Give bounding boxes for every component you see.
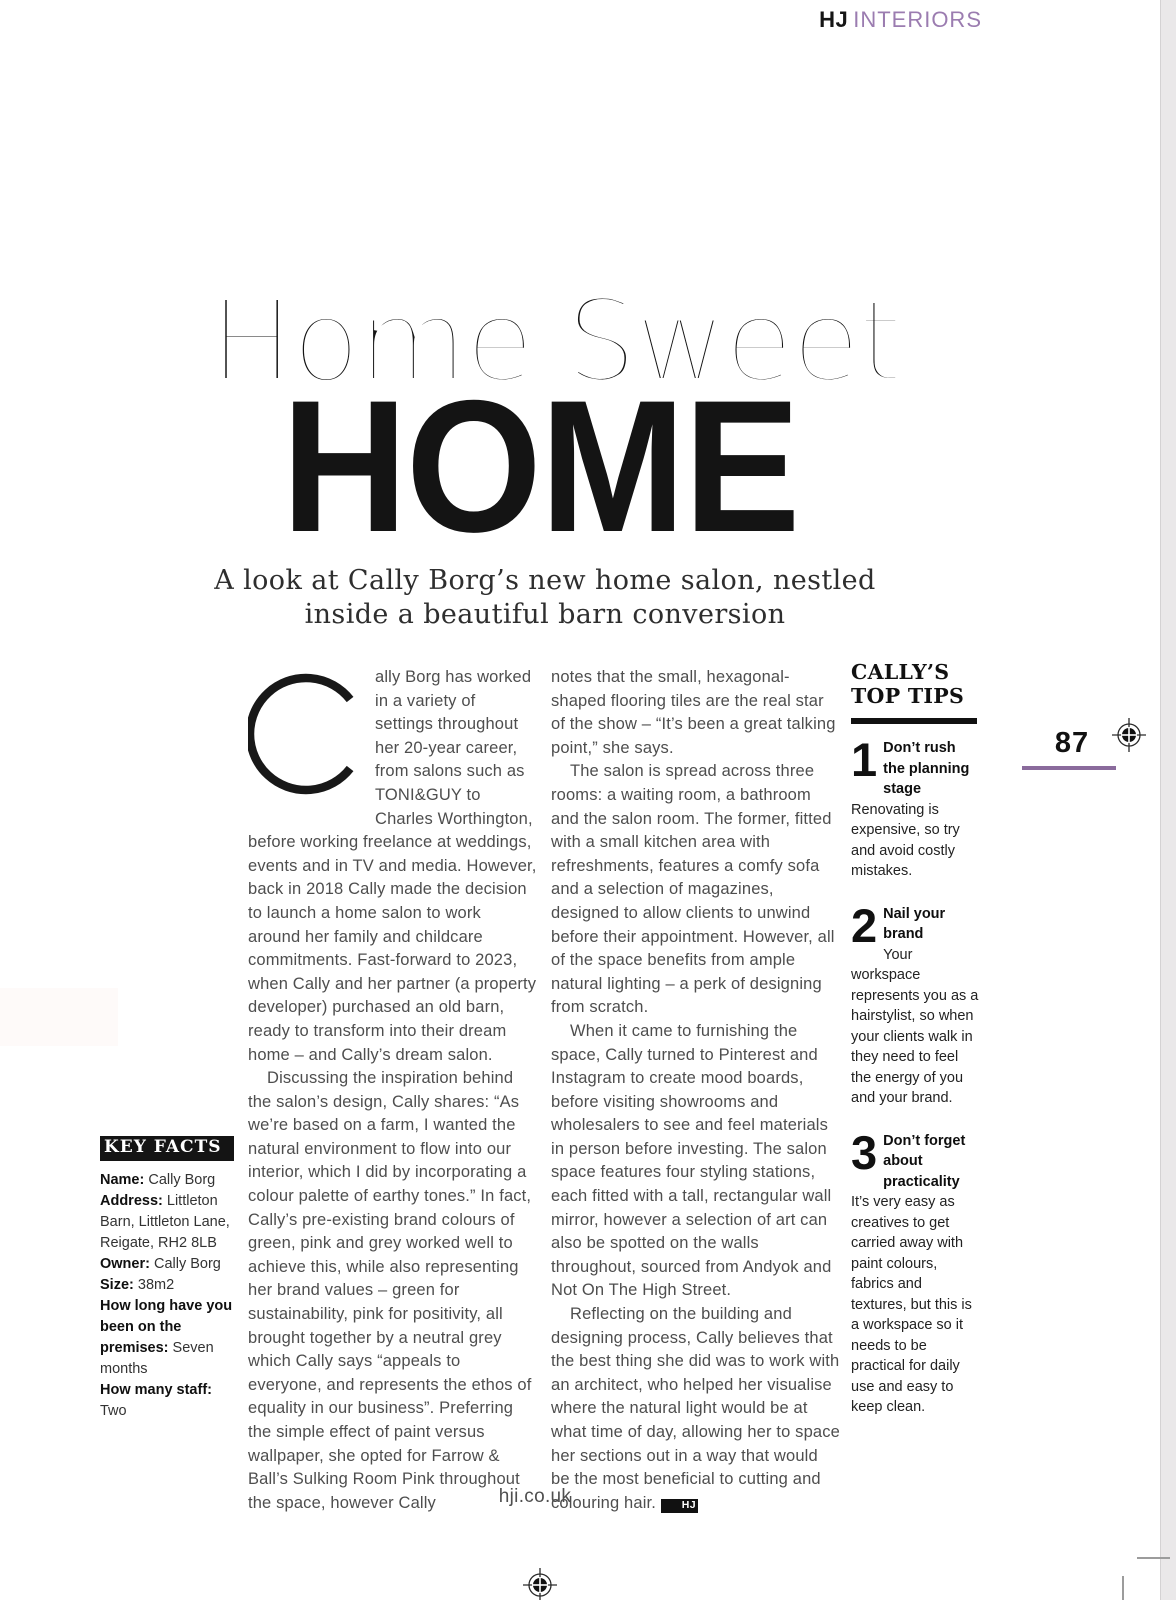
crop-mark-vertical xyxy=(1122,1576,1124,1600)
tips-divider-rule xyxy=(851,718,977,724)
paragraph-lead xyxy=(248,666,537,1067)
hj-end-mark-badge: HJ xyxy=(661,1499,698,1513)
key-fact-address xyxy=(100,1191,236,1254)
key-fact-value: 38m2 xyxy=(137,1277,175,1293)
key-fact-value: Two xyxy=(100,1403,127,1419)
tip-2 xyxy=(851,898,979,1109)
key-fact-value: Cally Borg xyxy=(148,1172,216,1188)
key-fact-staff xyxy=(100,1380,236,1422)
paragraph: Discussing the inspiration behind the salon’s design, Cally shares: “As we’re based on a farm, I wanted the natural environment to flow into our interior, which I did by incorporating a colour palette of earthy tones.” In fact, Cally’s pre-existing brand colours of green, pink and grey worked well to achieve this, while also representing her brand values – green for sustainability, pink for positivity, all brought together by a neutral grey which Cally says “appeals to everyone, and represents the ethos of equality in our business”. Preferring the simple effect of paint versus wallpaper, she opted for Farrow & Ball’s Sulking Room Pink throughout the space, however Cally xyxy=(248,1069,532,1512)
tip-heading: Nail your brand xyxy=(883,905,946,942)
registration-mark-icon xyxy=(523,1568,557,1600)
article-title-line2: HOME xyxy=(281,361,799,571)
key-fact-label: Address: xyxy=(100,1193,163,1209)
key-fact-label: How long have you been on the premises: xyxy=(100,1298,233,1356)
tip-heading: Don’t forget about practicality xyxy=(883,1132,966,1190)
tips-header-line1: CALLY’S xyxy=(851,660,950,684)
article-column-2 xyxy=(551,666,840,1515)
paragraph-last xyxy=(551,1303,840,1515)
key-fact-label: How many staff: xyxy=(100,1382,212,1398)
tip-heading: Don’t rush the planning stage xyxy=(883,740,970,797)
crop-mark-horizontal xyxy=(1137,1557,1170,1559)
registration-mark-icon xyxy=(1112,718,1146,752)
drop-cap-c xyxy=(248,670,368,806)
key-facts-header: KEY FACTS xyxy=(100,1136,234,1161)
paragraph-text: ally Borg has worked in a variety of settings throughout her 20-year career, from salons such as TONI&GUY to Charles Worthington, before working freelance at weddings, events and in TV and media. However, back in 2018 Cally made the decision to launch a home salon to work around her family and childcare commitments. Fast-forward to 2023, when Cally and her partner (a property developer) purchased an old barn, ready to transform into their dream home – and Cally’s dream salon. xyxy=(248,668,537,1064)
brand-hj: HJ xyxy=(819,7,849,32)
paragraph: The salon is spread across three rooms: a waiting room, a bathroom and the salon room. The former, fitted with a small kitchen area with refreshments, features a comfy sofa and a selection of magazines, designed to allow clients to unwind before their appointment. However, all of the space benefits from ample natural lighting – a perk of designing from scratch. xyxy=(551,762,835,1017)
paragraph-text: Reflecting on the building and designing process, Cally believes that the best thing she did was to work with an architect, who helped her visualise where the natural light would be at what time of day, allowing her to space her sections out in a way that would be the most beneficial to cutting and colouring hair. xyxy=(551,1305,840,1512)
article-title-line1: Home Sweet xyxy=(209,277,901,407)
paragraph: notes that the small, hexagonal-shaped flooring tiles are the real star of the show – “It’s been a great talking point,” she says. xyxy=(551,668,836,757)
page-number: 87 xyxy=(1054,727,1090,759)
tip-body: Renovating is expensive, so try and avoid costly mistakes. xyxy=(851,801,960,879)
tip-body: It’s very easy as creatives to get carried away with paint colours, fabrics and textures, but this is a workspace so it needs to be practical for daily use and easy to keep clean. xyxy=(851,1194,972,1415)
article-subtitle xyxy=(0,564,1090,632)
key-fact-label: Owner: xyxy=(100,1256,150,1272)
key-fact-size xyxy=(100,1275,236,1296)
key-facts-box xyxy=(100,1136,236,1422)
tip-1 xyxy=(851,733,979,882)
footer-url: hji.co.uk xyxy=(498,1486,572,1507)
page-edge-band xyxy=(1160,0,1176,1600)
page-header xyxy=(700,7,982,33)
key-fact-value: Littleton Barn, Littleton Lane, Reigate, RH2 8LB xyxy=(100,1193,230,1251)
page-number-rule xyxy=(1022,766,1116,770)
top-tips-sidebar xyxy=(851,660,979,1440)
key-fact-label: Name: xyxy=(100,1172,145,1188)
subtitle-line2: inside a beautiful barn conversion xyxy=(304,599,786,630)
article-column-1 xyxy=(248,666,537,1515)
tip-number: 2 xyxy=(851,898,878,952)
key-fact-premises xyxy=(100,1296,236,1380)
brand-section-label: INTERIORS xyxy=(853,7,982,32)
scan-artifact xyxy=(0,988,118,1046)
key-fact-label: Size: xyxy=(100,1277,134,1293)
key-fact-owner xyxy=(100,1254,236,1275)
tip-number: 1 xyxy=(851,733,878,786)
key-fact-name xyxy=(100,1170,236,1191)
tip-number: 3 xyxy=(851,1125,878,1179)
key-fact-value: Cally Borg xyxy=(153,1256,221,1272)
subtitle-line1: A look at Cally Borg’s new home salon, nestled xyxy=(214,565,876,596)
tips-header xyxy=(851,660,979,708)
key-fact-value: Seven months xyxy=(100,1340,214,1377)
tip-body: Your workspace represents you as a hairstylist, so when your clients walk in they need to feel the energy of you and your brand. xyxy=(851,946,979,1106)
tips-header-line2: TOP TIPS xyxy=(851,684,965,708)
paragraph: When it came to furnishing the space, Cally turned to Pinterest and Instagram to create mood boards, before visiting showrooms and wholesalers to see and feel materials in person before investing. The salon space features four styling stations, each fitted with a tall, rectangular wall mirror, however a selection of art can also be spotted on the walls throughout, sourced from Andyok and Not On The High Street. xyxy=(551,1021,832,1300)
tip-3 xyxy=(851,1125,979,1418)
